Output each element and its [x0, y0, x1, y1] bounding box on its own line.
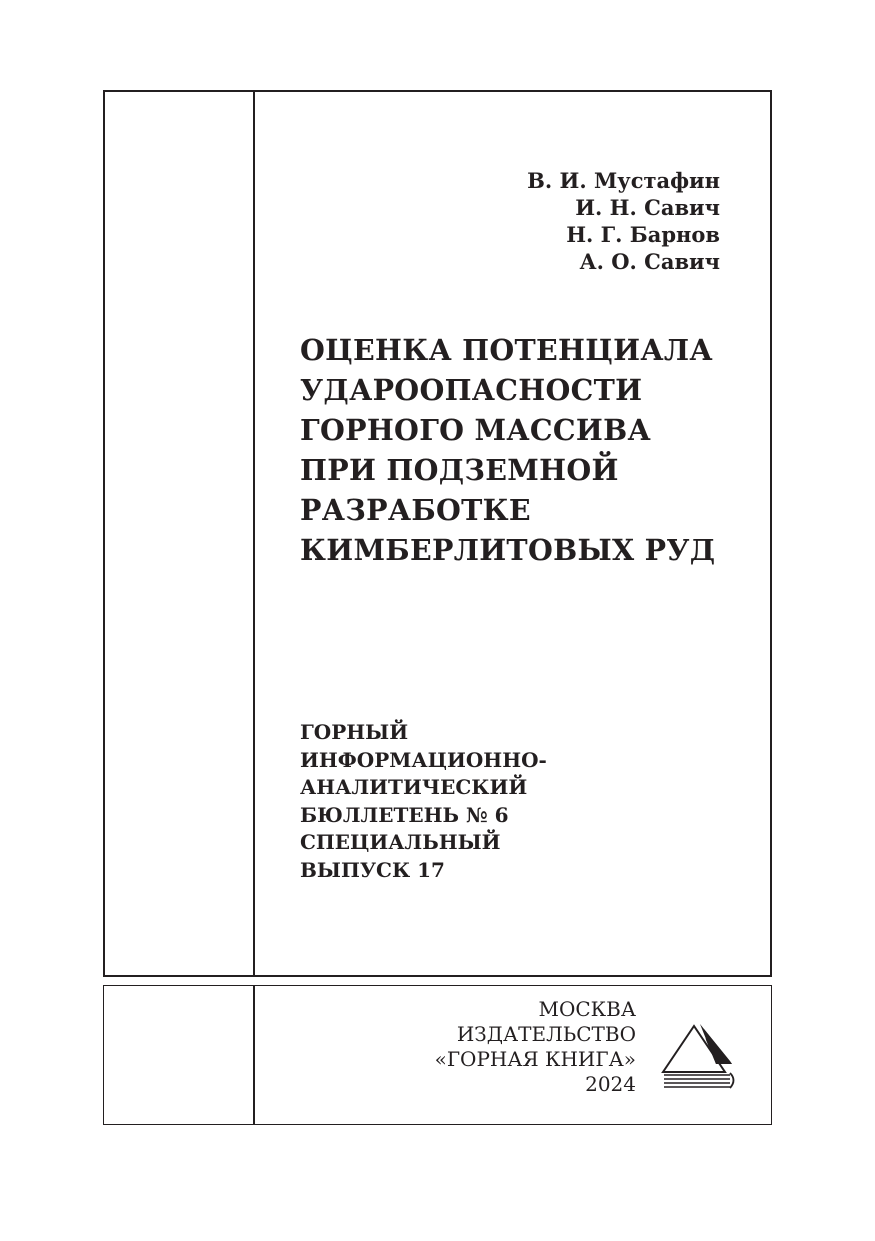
author-name: Н. Г. Барнов	[566, 222, 720, 247]
publisher-imprint	[435, 997, 636, 1097]
title-line: РАЗРАБОТКЕ	[300, 493, 531, 527]
publisher-frame-divider-line	[253, 985, 255, 1125]
authors-list	[527, 167, 720, 275]
series-line: ВЫПУСК 17	[300, 857, 445, 882]
title-line: УДАРООПАСНОСТИ	[300, 373, 643, 407]
publisher-house: ИЗДАТЕЛЬСТВО	[456, 1022, 636, 1046]
publisher-city: МОСКВА	[538, 997, 636, 1021]
author-name: В. И. Мустафин	[527, 168, 720, 193]
title-line: ОЦЕНКА ПОТЕНЦИАЛА	[300, 333, 713, 367]
series-line: ГОРНЫЙ	[300, 720, 409, 744]
author-name: А. О. Савич	[579, 249, 720, 274]
series-line: ИНФОРМАЦИОННО-	[300, 747, 547, 772]
book-title	[300, 330, 740, 570]
series-line: АНАЛИТИЧЕСКИЙ	[300, 775, 528, 799]
title-line: КИМБЕРЛИТОВЫХ РУД	[300, 533, 716, 567]
title-line: ПРИ ПОДЗЕМНОЙ	[300, 453, 619, 487]
frame-divider-line	[253, 90, 255, 977]
title-line: ГОРНОГО МАССИВА	[300, 413, 651, 447]
publication-year: 2024	[585, 1072, 636, 1096]
author-name: И. Н. Савич	[575, 195, 720, 220]
publisher-logo-icon	[660, 1018, 740, 1090]
series-line: БЮЛЛЕТЕНЬ № 6	[300, 802, 509, 827]
publisher-house-name: «ГОРНАЯ КНИГА»	[434, 1047, 636, 1071]
series-info	[300, 719, 600, 884]
series-line: СПЕЦИАЛЬНЫЙ	[300, 830, 501, 854]
